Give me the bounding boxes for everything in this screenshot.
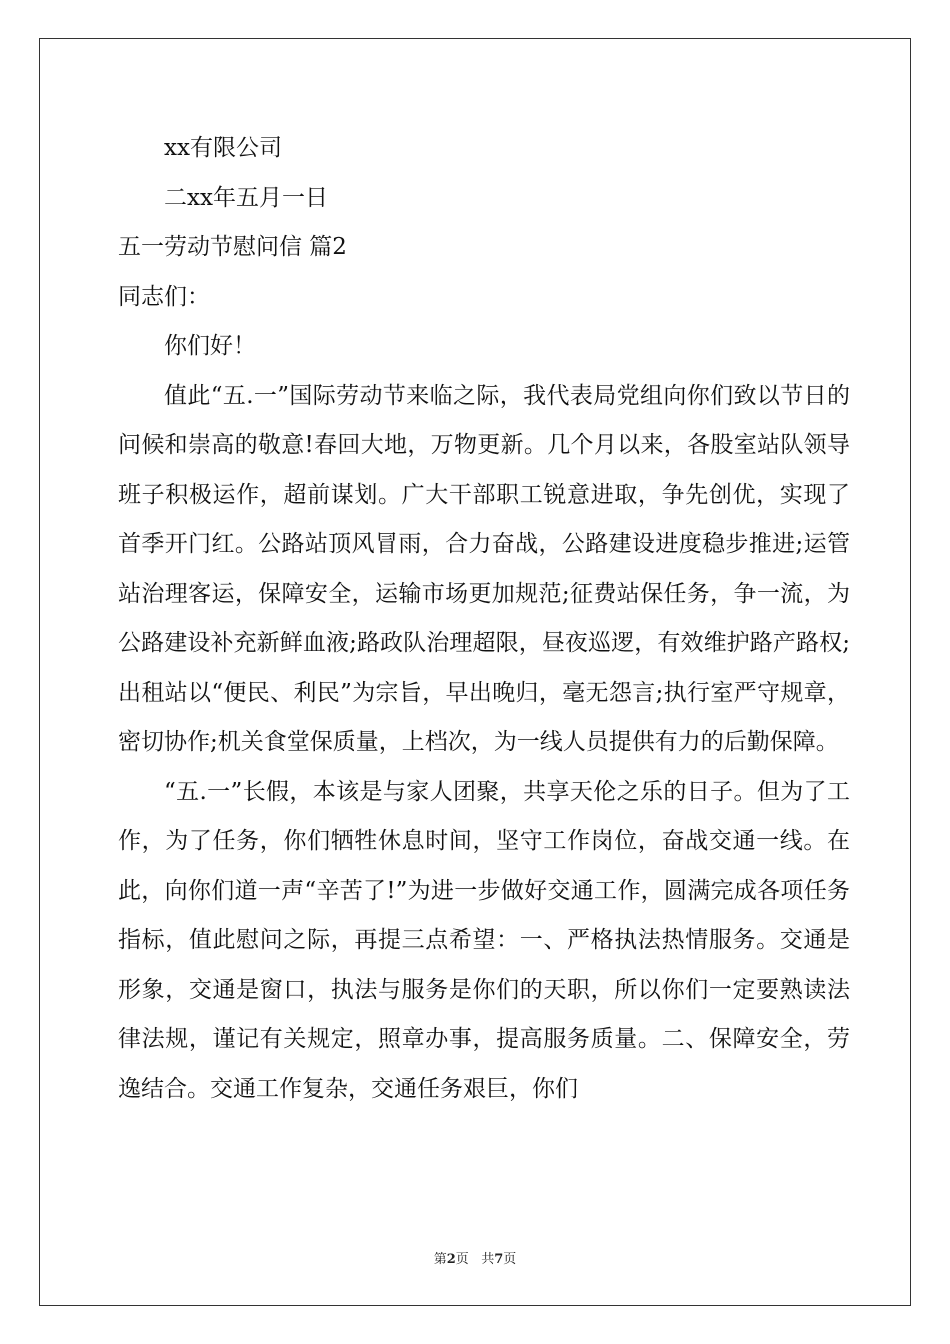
company-name: xx有限公司 [164,135,282,161]
footer-page-suffix: 页 [455,1252,469,1267]
letter-date: 二xx年五月一日 [164,184,328,211]
body-paragraph-2: “五.一”长假，本该是与家人团聚，共享天伦之乐的日子。但为了工作，为了任务，你们牺牲休息时间，坚守工作岗位，奋战交通一线。在此，向你们道一声“辛苦了!”为进一步做好交通工作，圆满完成各项任务指标，值此慰问之际，再提三点希望：一、严格执法热情服务。交通是形象，交通是窗口，执法与服务是你们的天职，所以你们一定要熟读法律法规，谨记有关规定，照章办事，提高服务质量。二、保障安全，劳逸结合。交通工作复杂，交通任务艰巨，你们 [118,778,850,1102]
footer-total-pages: 7 [494,1252,504,1267]
footer-total-prefix: 共 [481,1252,495,1267]
page-footer [0,1248,950,1267]
salutation: 同志们： [118,283,210,310]
footer-prefix: 第 [433,1252,447,1267]
document-body [118,124,850,1114]
footer-page-number: 2 [446,1252,456,1267]
section-title: 五一劳动节慰问信 篇2 [118,234,347,260]
body-paragraph-1: 值此“五.一”国际劳动节来临之际，我代表局党组向你们致以节日的问候和崇高的敬意!春回大地，万物更新。几个月以来，各股室站队领导班子积极运作，超前谋划。广大干部职工锐意进取，争先创优，实现了首季开门红。公路站顶风冒雨，合力奋战，公路建设进度稳步推进;运管站治理客运，保障安全，运输市场更加规范;征费站保任务，争一流，为公路建设补充新鲜血液;路政队治理超限，昼夜巡逻，有效维护路产路权;出租站以“便民、利民”为宗旨，早出晚归，毫无怨言;执行室严守规章，密切协作;机关食堂保质量，上档次，为一线人员提供有力的后勤保障。 [118,382,850,755]
footer-total-suffix: 页 [503,1252,517,1267]
greeting: 你们好！ [164,333,256,359]
